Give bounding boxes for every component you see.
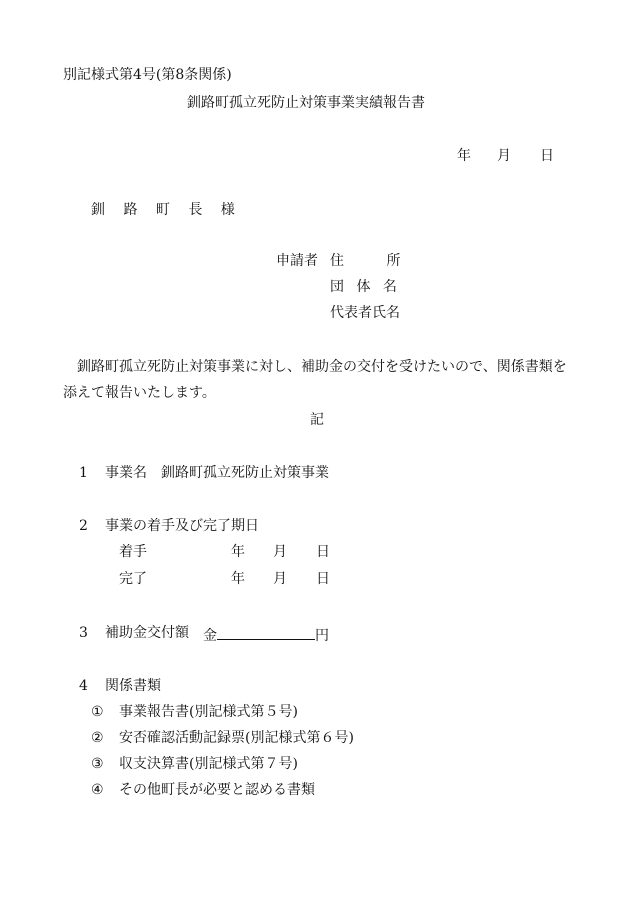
start-day-label: 日 [316, 544, 330, 560]
document-title: 釧路町孤立死防止対策事業実績報告書 [187, 95, 425, 111]
doc-3-mark: ③ [91, 756, 104, 772]
ki-heading: 記 [310, 412, 324, 428]
date-year-label: 年 [457, 148, 471, 164]
end-month-label: 月 [273, 571, 287, 587]
representative-label: 代表者氏名 [330, 305, 400, 321]
amount-prefix: 金 [203, 628, 217, 644]
address-label: 住 所 [330, 253, 401, 269]
item4-number: 4 [79, 678, 88, 694]
date-day-label: 日 [540, 148, 554, 164]
applicant-label: 申請者 [276, 253, 318, 269]
end-day-label: 日 [316, 571, 330, 587]
item1-number: 1 [79, 465, 88, 481]
start-month-label: 月 [273, 544, 287, 560]
item4-label: 関係書類 [105, 678, 161, 694]
item1-label: 事業名 [105, 465, 147, 481]
amount-field [203, 626, 329, 643]
item2-number: 2 [79, 518, 88, 534]
doc-2-mark: ② [91, 730, 104, 746]
start-year-label: 年 [231, 544, 245, 560]
organization-label: 団 体 名 [330, 279, 397, 295]
amount-blank [217, 626, 315, 640]
addressee: 釧 路 町 長 様 [91, 202, 235, 218]
item3-number: 3 [79, 625, 88, 641]
doc-4-text: その他町長が必要と認める書類 [119, 782, 315, 798]
doc-4-mark: ④ [91, 782, 104, 798]
item1-value: 釧路町孤立死防止対策事業 [161, 465, 329, 481]
date-month-label: 月 [497, 148, 511, 164]
body-line-2: 添えて報告いたします。 [63, 385, 216, 401]
doc-1-mark: ① [91, 704, 104, 720]
end-year-label: 年 [231, 571, 245, 587]
doc-3-text: 収支決算書(別記様式第７号) [119, 756, 298, 772]
amount-suffix: 円 [315, 628, 329, 644]
end-label: 完了 [119, 571, 147, 587]
start-label: 着手 [119, 544, 147, 560]
form-label: 別記様式第4号(第8条関係) [63, 67, 232, 83]
item3-label: 補助金交付額 [105, 625, 189, 641]
item2-label: 事業の着手及び完了期日 [105, 518, 259, 534]
body-line-1: 釧路町孤立死防止対策事業に対し、補助金の交付を受けたいので、関係書類を [77, 359, 567, 375]
doc-2-text: 安否確認活動記録票(別記様式第６号) [119, 730, 354, 746]
doc-1-text: 事業報告書(別記様式第５号) [119, 704, 298, 720]
